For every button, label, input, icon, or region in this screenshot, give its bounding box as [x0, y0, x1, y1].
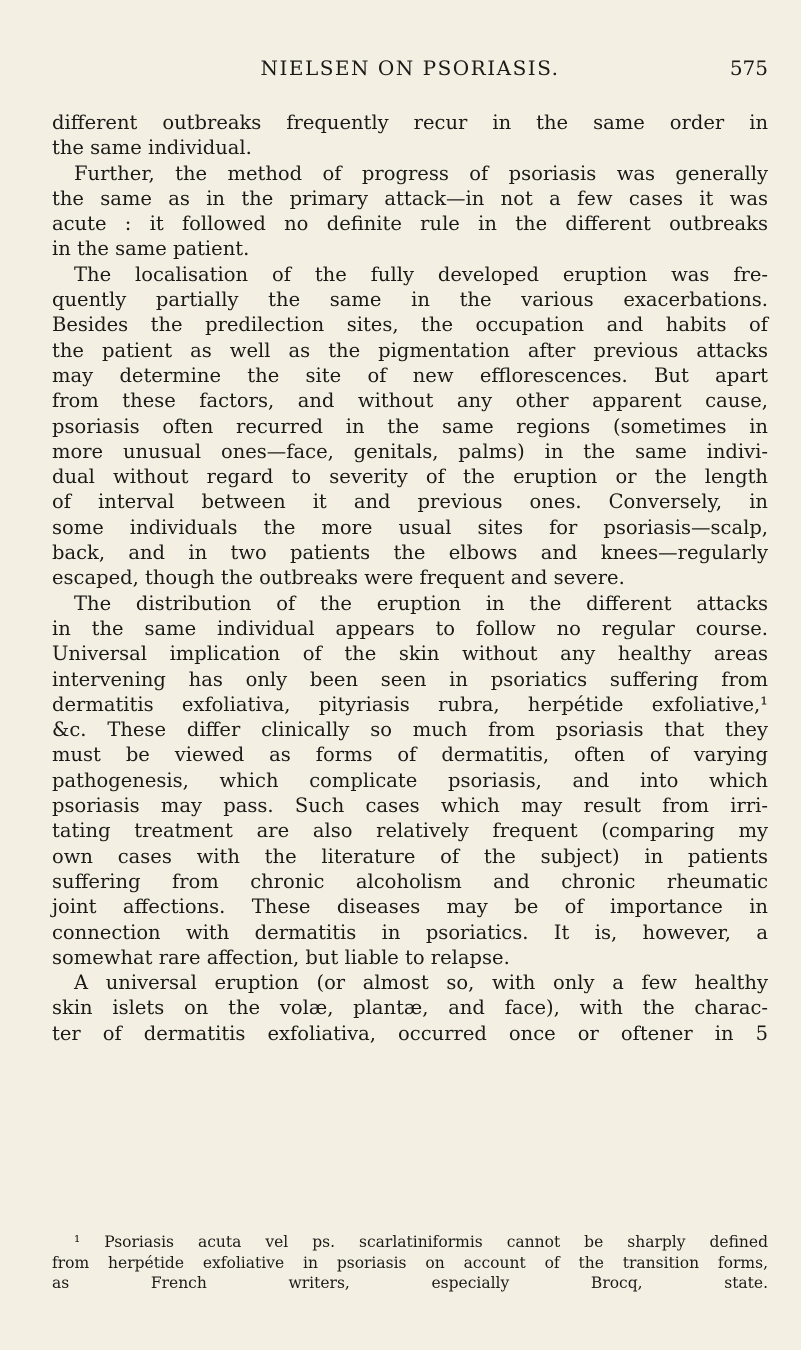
- text-line: joint affections. These diseases may be of importance in: [52, 895, 768, 919]
- text-line: the same as in the primary attack—in not a few cases it was: [52, 186, 768, 210]
- text-line: quently partially the same in the various exacerbations.: [52, 288, 768, 312]
- body-text: [52, 110, 768, 1046]
- text-line: from these factors, and without any other apparent cause,: [52, 389, 768, 413]
- text-line: escaped, though the outbreaks were frequent and severe.: [52, 566, 625, 590]
- text-line: tating treatment are also relatively frequent (comparing my: [52, 819, 768, 843]
- text-line: ter of dermatitis exfoliativa, occurred once or oftener in 5: [52, 1021, 768, 1045]
- text-line: psoriasis often recurred in the same regions (sometimes in: [52, 414, 768, 438]
- text-line: may determine the site of new efflorescences. But apart: [52, 363, 768, 387]
- text-line: in the same individual appears to follow no regular course.: [52, 616, 768, 640]
- text-line: The distribution of the eruption in the different attacks: [74, 591, 768, 615]
- text-line: pathogenesis, which complicate psoriasis, and into which: [52, 768, 768, 792]
- text-line: different outbreaks frequently recur in the same order in: [52, 111, 768, 134]
- page-number: 575: [729, 56, 768, 80]
- text-line: back, and in two patients the elbows and knees—regularly: [52, 541, 768, 565]
- text-line: more unusual ones—face, genitals, palms) in the same indivi-: [52, 439, 768, 463]
- text-line: dermatitis exfoliativa, pityriasis rubra, herpétide exfoliative,¹: [52, 692, 768, 716]
- text-line: Universal implication of the skin without any healthy areas: [52, 642, 768, 666]
- text-line: must be viewed as forms of dermatitis, often of varying: [52, 743, 768, 767]
- footnotes: [52, 1232, 768, 1294]
- text-line: The localisation of the fully developed eruption was fre-: [74, 262, 768, 286]
- text-line: Besides the predilection sites, the occupation and habits of: [52, 313, 768, 337]
- text-line: dual without regard to severity of the eruption or the length: [52, 465, 768, 489]
- page-header: [52, 56, 768, 86]
- text-line: the patient as well as the pigmentation after previous attacks: [52, 338, 768, 362]
- text-line: psoriasis may pass. Such cases which may result from irri-: [52, 794, 768, 818]
- text-line: in the same patient.: [52, 237, 250, 261]
- footnote-line: as French writers, especially Brocq, state.: [52, 1274, 768, 1292]
- text-line: suffering from chronic alcoholism and chronic rheumatic: [52, 869, 768, 893]
- footnote-line: from herpétide exfoliative in psoriasis on account of the transition forms,: [52, 1253, 768, 1272]
- text-line: Further, the method of progress of psoriasis was generally: [74, 161, 768, 185]
- text-line: &c. These differ clinically so much from psoriasis that they: [52, 718, 768, 742]
- text-line: skin islets on the volæ, plantæ, and face), with the charac-: [52, 996, 768, 1020]
- text-line: somewhat rare affection, but liable to relapse.: [52, 945, 510, 969]
- text-line: connection with dermatitis in psoriatics. It is, however, a: [52, 920, 768, 944]
- text-line: the same individual.: [52, 136, 252, 160]
- text-line: intervening has only been seen in psoriatics suffering from: [52, 667, 768, 691]
- text-line: acute : it followed no definite rule in the different outbreaks: [52, 212, 768, 236]
- text-line: own cases with the literature of the subject) in patients: [52, 844, 768, 868]
- text-line: some individuals the more usual sites for psoriasis—scalp,: [52, 515, 768, 539]
- text-line: A universal eruption (or almost so, with only a few healthy: [74, 971, 768, 995]
- footnote-line: ¹ Psoriasis acuta vel ps. scarlatiniformis cannot be sharply defined: [74, 1233, 768, 1251]
- text-line: of interval between it and previous ones. Conversely, in: [52, 490, 768, 514]
- running-title: NIELSEN ON PSORIASIS.: [260, 56, 560, 80]
